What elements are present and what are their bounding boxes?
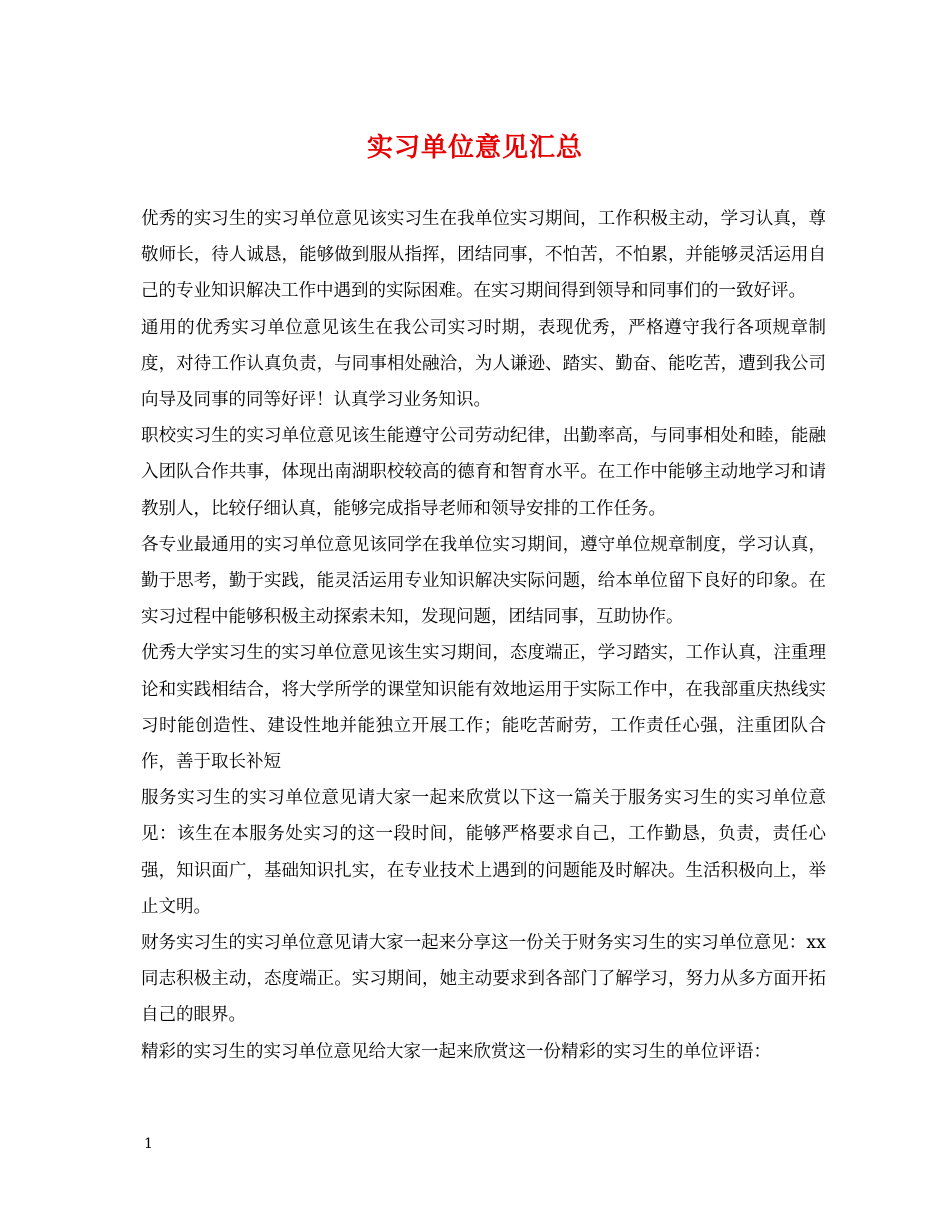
paragraph-excellent-intern: 优秀的实习生的实习单位意见该实习生在我单位实习期间，工作积极主动，学习认真，尊敬师长，待人诚恳，能够做到服从指挥，团结同事，不怕苦，不怕累，并能够灵活运用自己的专业知识解决工作中遇到的实际困难。在实习期间得到领导和同事们的一致好评。 <box>141 209 826 302</box>
page-number: 1 <box>144 1136 153 1152</box>
paragraph-general-opinion: 通用的优秀实习单位意见该生在我公司实习时期，表现优秀，严格遵守我行各项规章制度，对待工作认真负责，与同事相处融洽，为人谦逊、踏实、勤奋、能吃苦，遭到我公司向导及同事的同等好评！认真学习业务知识。 <box>141 317 826 411</box>
paragraph-all-majors: 各专业最通用的实习单位意见该同学在我单位实习期间，遵守单位规章制度，学习认真，勤于思考，勤于实践，能灵活运用专业知识解决实际问题，给本单位留下良好的印象。在实习过程中能够积极主动探索未知，发现问题，团结同事，互助协作。 <box>141 534 826 628</box>
paragraph-vocational-intern: 职校实习生的实习单位意见该生能遵守公司劳动纪律，出勤率高，与同事相处和睦，能融入团队合作共事，体现出南湖职校较高的德育和智育水平。在工作中能够主动地学习和请教别人，比较仔细认真，能够完成指导老师和领导安排的工作任务。 <box>141 426 826 519</box>
paragraph-university-intern: 优秀大学实习生的实习单位意见该生实习期间，态度端正，学习踏实，工作认真，注重理论和实践相结合，将大学所学的课堂知识能有效地运用于实际工作中，在我部重庆热线实习时能创造性、建设性地并能独立开展工作；能吃苦耐劳，工作责任心强，注重团队合作，善于取长补短 <box>141 643 826 773</box>
paragraph-finance-intern: 财务实习生的实习单位意见请大家一起来分享这一份关于财务实习生的实习单位意见：xx 同志积极主动，态度端正。实习期间，她主动要求到各部门了解学习，努力从多方面开拓自己的眼界。 <box>141 933 826 1026</box>
document-body <box>141 201 826 1070</box>
paragraph-wonderful-intern: 精彩的实习生的实习单位意见给大家一起来欣赏这一份精彩的实习生的单位评语： <box>141 1041 771 1062</box>
paragraph-service-intern: 服务实习生的实习单位意见请大家一起来欣赏以下这一篇关于服务实习生的实习单位意见：该生在本服务处实习的这一段时间，能够严格要求自己，工作勤恳，负责，责任心强，知识面广，基础知识扎实，在专业技术上遇到的问题能及时解决。生活积极向上，举止文明。 <box>141 788 826 917</box>
document-title: 实习单位意见汇总 <box>366 133 583 163</box>
